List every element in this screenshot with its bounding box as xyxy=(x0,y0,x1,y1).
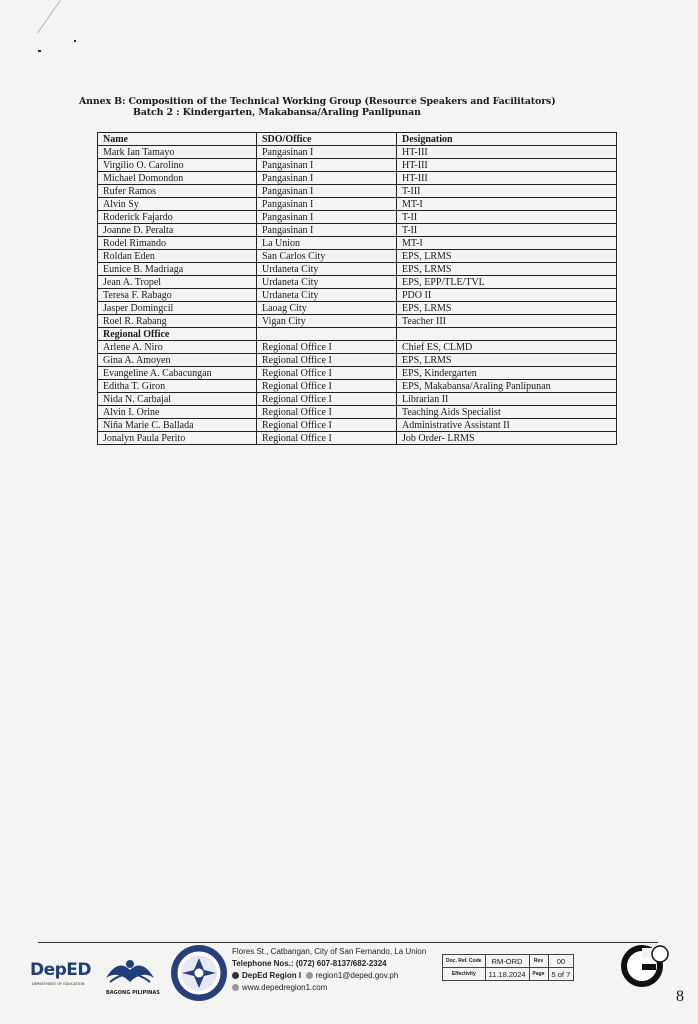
scan-mark xyxy=(38,50,41,52)
table-row xyxy=(98,237,617,250)
cell-name: Nida N. Carbajal xyxy=(98,393,257,406)
document-reference-table xyxy=(442,954,574,981)
cell-designation: EPS, EPP/TLE/TVL xyxy=(397,276,617,289)
page-value: 5 of 7 xyxy=(548,968,574,981)
bagong-pilipinas-label: BAGONG PILIPINAS xyxy=(106,990,160,996)
cell-sdo-office: Regional Office I xyxy=(257,393,397,406)
annex-title xyxy=(79,96,639,118)
deped-logo xyxy=(30,960,92,1000)
table-row xyxy=(98,146,617,159)
footer xyxy=(0,936,698,1024)
cell-sdo-office: Pangasinan I xyxy=(257,172,397,185)
cell-name: Jasper Domingcil xyxy=(98,302,257,315)
cell-designation: MT-I xyxy=(397,198,617,211)
table-row xyxy=(98,406,617,419)
twg-table xyxy=(97,132,617,445)
header-name: Name xyxy=(98,133,257,146)
email-icon xyxy=(306,972,313,979)
cell-designation: HT-III xyxy=(397,146,617,159)
cell-designation: PDO II xyxy=(397,289,617,302)
cell-sdo-office: Urdaneta City xyxy=(257,276,397,289)
cell-name: Rufer Ramos xyxy=(98,185,257,198)
cell-name: Alvin Sy xyxy=(98,198,257,211)
table-row xyxy=(98,159,617,172)
cell-name: Virgilio O. Carolino xyxy=(98,159,257,172)
table-row xyxy=(98,341,617,354)
cell-sdo-office: Regional Office I xyxy=(257,406,397,419)
table-row xyxy=(98,432,617,445)
cell-sdo-office: Urdaneta City xyxy=(257,263,397,276)
empty-cell xyxy=(397,328,617,341)
cell-name: Rodel Rimando xyxy=(98,237,257,250)
contact-info xyxy=(232,946,442,994)
email-address: region1@deped.gov.ph xyxy=(315,971,399,980)
cell-sdo-office: Regional Office I xyxy=(257,432,397,445)
cell-sdo-office: Pangasinan I xyxy=(257,198,397,211)
facebook-icon xyxy=(232,972,239,979)
cell-sdo-office: Pangasinan I xyxy=(257,211,397,224)
rev-value: 00 xyxy=(548,955,574,968)
telephone-line xyxy=(232,958,442,970)
table-row xyxy=(98,354,617,367)
annex-title-line1: Annex B: Composition of the Technical Working Group (Resource Speakers and Facilitators) xyxy=(79,96,556,107)
table-row xyxy=(98,211,617,224)
globe-icon xyxy=(232,984,239,991)
certification-mark-icon xyxy=(620,942,670,988)
cell-designation: Teaching Aids Specialist xyxy=(397,406,617,419)
empty-cell xyxy=(257,328,397,341)
table-row xyxy=(98,263,617,276)
cell-designation: Administrative Assistant II xyxy=(397,419,617,432)
cell-name: Editha T. Giron xyxy=(98,380,257,393)
page-label: Page xyxy=(529,968,548,981)
cell-designation: HT-III xyxy=(397,159,617,172)
header-designation: Designation xyxy=(397,133,617,146)
cell-sdo-office: Pangasinan I xyxy=(257,185,397,198)
table-row xyxy=(98,289,617,302)
cell-sdo-office: Regional Office I xyxy=(257,419,397,432)
footer-rule xyxy=(38,942,658,943)
deped-logo-text: DepED xyxy=(30,960,92,980)
cell-sdo-office: Regional Office I xyxy=(257,341,397,354)
header-sdo-office: SDO/Office xyxy=(257,133,397,146)
website-line xyxy=(232,982,442,994)
cell-sdo-office: La Union xyxy=(257,237,397,250)
section-row xyxy=(98,328,617,341)
cell-name: Michael Domondon xyxy=(98,172,257,185)
cell-sdo-office: Pangasinan I xyxy=(257,224,397,237)
deped-tagline: DEPARTMENT OF EDUCATION xyxy=(32,982,85,986)
cell-sdo-office: Regional Office I xyxy=(257,354,397,367)
cell-name: Roldan Eden xyxy=(98,250,257,263)
cell-designation: Librarian II xyxy=(397,393,617,406)
cell-sdo-office: San Carlos City xyxy=(257,250,397,263)
table-row xyxy=(98,172,617,185)
table-header-row xyxy=(98,133,617,146)
section-label: Regional Office xyxy=(98,328,257,341)
fold-line xyxy=(37,0,61,33)
cell-designation: T-II xyxy=(397,224,617,237)
cell-name: Alvin I. Orine xyxy=(98,406,257,419)
table-row xyxy=(98,393,617,406)
deped-region-seal-icon xyxy=(170,944,228,1002)
annex-title-line2: Batch 2 : Kindergarten, Makabansa/Araling Panlipunan xyxy=(133,107,421,118)
facebook-handle: DepEd Region I xyxy=(242,971,302,980)
scan-mark xyxy=(74,40,76,42)
cell-name: Niña Marie C. Ballada xyxy=(98,419,257,432)
cell-sdo-office: Pangasinan I xyxy=(257,159,397,172)
cell-designation: EPS, LRMS xyxy=(397,263,617,276)
table-row xyxy=(98,315,617,328)
bagong-pilipinas-logo xyxy=(100,952,160,1000)
doc-ref-code-value: RM-ORD xyxy=(485,955,529,968)
doc-ref-code-label: Doc. Ref. Code xyxy=(443,955,486,968)
handwritten-page-number: 8 xyxy=(676,988,684,1005)
table-row xyxy=(98,198,617,211)
cell-name: Arlene A. Niro xyxy=(98,341,257,354)
cell-designation: MT-I xyxy=(397,237,617,250)
rev-label: Rev xyxy=(529,955,548,968)
table-row xyxy=(98,367,617,380)
table-row xyxy=(98,276,617,289)
effectivity-value: 11.18.2024 xyxy=(485,968,529,981)
cell-designation: EPS, LRMS xyxy=(397,354,617,367)
website-url: www.depedregion1.com xyxy=(242,983,328,992)
address-text: Flores St., Catbangan, City of San Fernando, La Union xyxy=(232,947,427,956)
cell-name: Teresa F. Rabago xyxy=(98,289,257,302)
table-row xyxy=(98,302,617,315)
cell-sdo-office: Pangasinan I xyxy=(257,146,397,159)
cell-name: Evangeline A. Cabacungan xyxy=(98,367,257,380)
table-row xyxy=(98,250,617,263)
cell-name: Eunice B. Madriaga xyxy=(98,263,257,276)
telephone-label: Telephone Nos.: xyxy=(232,959,294,968)
table-row xyxy=(98,224,617,237)
cell-name: Jean A. Tropel xyxy=(98,276,257,289)
cell-designation: HT-III xyxy=(397,172,617,185)
cell-designation: EPS, LRMS xyxy=(397,302,617,315)
cell-name: Jonalyn Paula Perito xyxy=(98,432,257,445)
telephone-numbers: (072) 607-8137/682-2324 xyxy=(295,959,387,968)
cell-designation: Chief ES, CLMD xyxy=(397,341,617,354)
table-row xyxy=(98,185,617,198)
cell-sdo-office: Regional Office I xyxy=(257,367,397,380)
cell-designation: Job Order- LRMS xyxy=(397,432,617,445)
cell-name: Gina A. Amoyen xyxy=(98,354,257,367)
social-line xyxy=(232,970,442,982)
cell-designation: T-II xyxy=(397,211,617,224)
cell-name: Roderick Fajardo xyxy=(98,211,257,224)
table-row xyxy=(98,380,617,393)
cell-designation: EPS, Kindergarten xyxy=(397,367,617,380)
cell-name: Roel R. Rabang xyxy=(98,315,257,328)
cell-sdo-office: Regional Office I xyxy=(257,380,397,393)
cell-designation: EPS, Makabansa/Araling Panlipunan xyxy=(397,380,617,393)
cell-sdo-office: Urdaneta City xyxy=(257,289,397,302)
iso-certification-logo xyxy=(620,942,670,1002)
cell-sdo-office: Laoag City xyxy=(257,302,397,315)
cell-sdo-office: Vigan City xyxy=(257,315,397,328)
cell-designation: T-III xyxy=(397,185,617,198)
cell-name: Joanne D. Peralta xyxy=(98,224,257,237)
table-row xyxy=(98,419,617,432)
cell-name: Mark Ian Tamayo xyxy=(98,146,257,159)
bagong-pilipinas-emblem-icon xyxy=(100,952,160,990)
cell-designation: EPS, LRMS xyxy=(397,250,617,263)
cell-designation: Teacher III xyxy=(397,315,617,328)
effectivity-label: Effectivity xyxy=(443,968,486,981)
regional-seal xyxy=(170,944,228,1002)
